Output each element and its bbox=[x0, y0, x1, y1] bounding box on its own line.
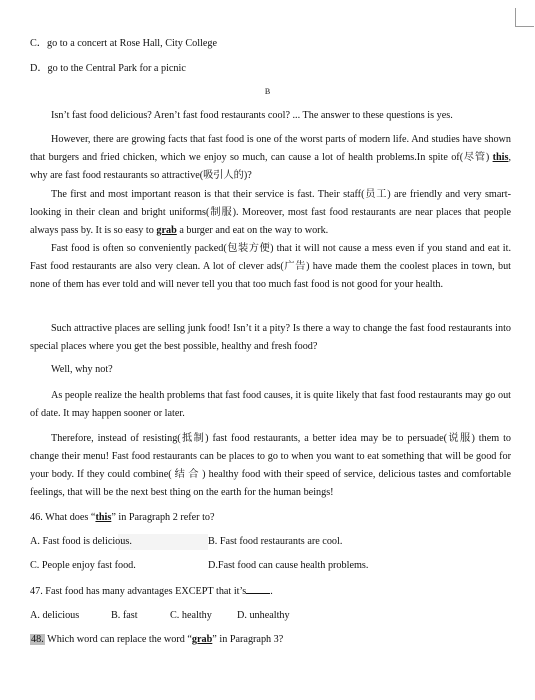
paragraph-2 bbox=[30, 131, 511, 185]
question-48-suffix: ” in Paragraph 3? bbox=[212, 634, 284, 645]
section-label: B bbox=[264, 87, 271, 96]
question-46-suffix: ” in Paragraph 2 refer to? bbox=[111, 512, 215, 523]
q46-option-a[interactable]: A. Fast food is delicious. bbox=[30, 536, 132, 547]
paragraph-8: Therefore, instead of resisting(抵制) fast food restaurants, a better idea may be to persuade(说服) them to change their menu! Fast food restaurants can be places to go to when you want to eat something that will be good for your body. If they could combine( 结 合 ) healthy food with their speed of service, delicious tastes and comfortable feelings, that will be the next best thing on the earth for the human beings! bbox=[30, 433, 511, 498]
paragraph-1: Isn’t fast food delicious? Aren’t fast food restaurants cool? ... The answer to these questions is yes. bbox=[51, 110, 453, 121]
q46-option-b[interactable]: B. Fast food restaurants are cool. bbox=[208, 536, 343, 547]
q46-option-d[interactable]: D.Fast food can cause health problems. bbox=[208, 560, 369, 571]
q47-option-a[interactable]: A. delicious bbox=[30, 610, 80, 621]
underlined-word-this: this bbox=[492, 152, 509, 163]
page-corner-mark bbox=[515, 8, 534, 27]
option-c-previous: C．go to a concert at Rose Hall, City College bbox=[30, 38, 218, 49]
paragraph-4: Fast food is often so conveniently packed(包装方便) that it will not cause a mess even if you stand and eat it. Fast food restaurants are also very clean. A lot of clever ads(广告) have made them the coolest places in town, but none of them has ever told and will never tell you that too much fast food is not good for your health. bbox=[30, 243, 511, 290]
q47-option-b[interactable]: B. fast bbox=[111, 610, 138, 621]
underlined-word-grab: grab bbox=[156, 225, 177, 236]
question-48-prefix: Which word can replace the word “ bbox=[44, 634, 192, 645]
question-47-end: . bbox=[270, 586, 273, 597]
paragraph-3-text-b: a burger and eat on the way to work. bbox=[176, 225, 329, 236]
paragraph-2-text-a: However, there are growing facts that fast food is one of the worst parts of modern life. And studies have shown that burgers and fried chicken, which we enjoy so much, can cause a lot of health problems.In spite of(尽管) bbox=[30, 134, 511, 163]
paragraph-3-text-a: The first and most important reason is that their service is fast. Their staff(员工) are friendly and very smart-looking in their clean and bright uniforms(制服). Moreover, most fast food restaurants are near places that people always pass by. It is so easy to bbox=[30, 189, 511, 236]
paragraph-7: As people realize the health problems that fast food causes, it is quite likely that fast food restaurants may go out of date. It may happen sooner or later. bbox=[30, 390, 511, 419]
question-47 bbox=[30, 584, 273, 599]
question-48 bbox=[30, 633, 283, 647]
question-46-prefix: 46. What does “ bbox=[30, 512, 96, 523]
paragraph-2-text-b: , why are fast food restaurants so attractive(吸引人的)? bbox=[30, 152, 511, 181]
q47-option-c[interactable]: C. healthy bbox=[170, 610, 212, 621]
q46-option-c[interactable]: C. People enjoy fast food. bbox=[30, 560, 136, 571]
answer-blank[interactable] bbox=[246, 584, 270, 594]
paragraph-3 bbox=[30, 186, 511, 240]
question-46-word: this bbox=[95, 512, 112, 523]
question-47-stem: 47. Fast food has many advantages EXCEPT that it’s bbox=[30, 586, 247, 597]
question-48-number: 48. bbox=[31, 634, 44, 645]
paragraph-5: Such attractive places are selling junk food! Isn’t it a pity? Is there a way to change the fast food restaurants into special places where you get the best possible, healthy and fresh food? bbox=[30, 323, 511, 352]
question-48-word: grab bbox=[191, 634, 213, 645]
paragraph-6: Well, why not? bbox=[51, 364, 113, 375]
question-46 bbox=[30, 511, 215, 525]
q47-option-d[interactable]: D. unhealthy bbox=[237, 610, 290, 621]
option-d-previous: D．go to the Central Park for a picnic bbox=[30, 63, 186, 74]
